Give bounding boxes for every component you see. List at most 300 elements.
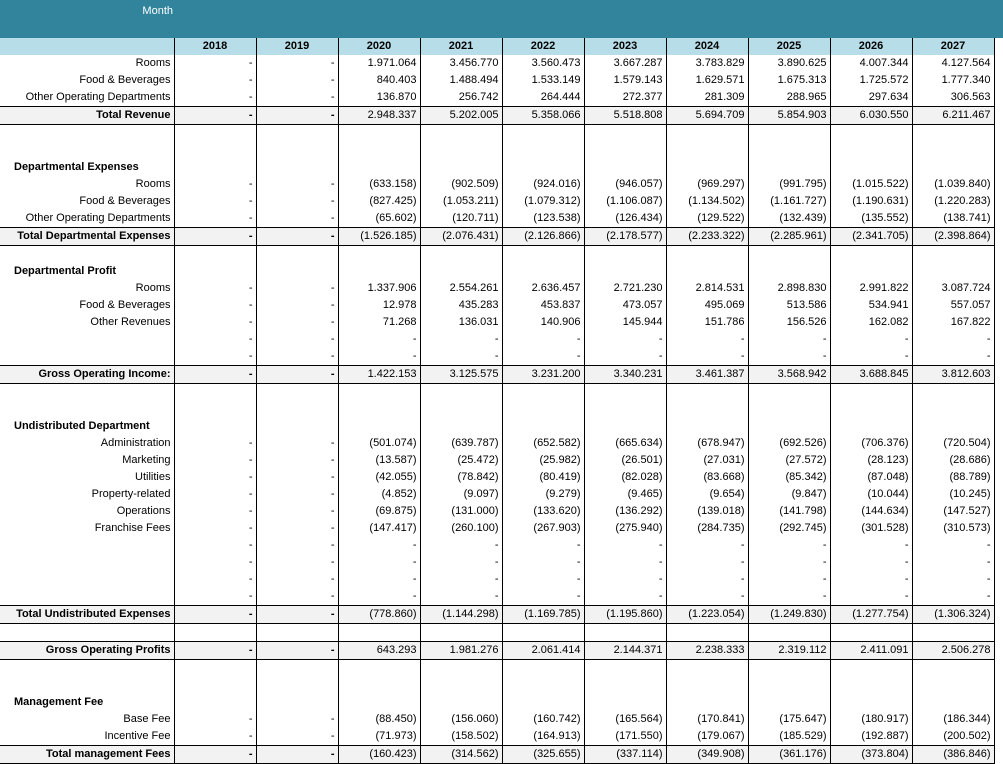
value-cell[interactable]: (991.795) xyxy=(748,176,830,193)
value-cell[interactable]: (65.602) xyxy=(338,210,420,228)
row-label-cell[interactable]: Other Operating Departments xyxy=(0,210,174,228)
value-cell[interactable]: - xyxy=(830,588,912,606)
value-cell[interactable] xyxy=(666,660,748,678)
value-cell[interactable] xyxy=(174,660,256,678)
value-cell[interactable] xyxy=(666,401,748,418)
value-cell[interactable]: (301.528) xyxy=(830,520,912,537)
value-cell[interactable]: 4.007.344 xyxy=(830,55,912,72)
year-header-cell[interactable]: 2023 xyxy=(584,38,666,55)
value-cell[interactable]: 4.127.564 xyxy=(912,55,994,72)
value-cell[interactable] xyxy=(502,401,584,418)
value-cell[interactable]: - xyxy=(174,554,256,571)
value-cell[interactable] xyxy=(502,418,584,435)
value-cell[interactable]: (80.419) xyxy=(502,469,584,486)
value-cell[interactable]: 643.293 xyxy=(338,642,420,660)
value-cell[interactable]: (192.887) xyxy=(830,728,912,746)
value-cell[interactable]: (1.306.324) xyxy=(912,606,994,624)
value-cell[interactable] xyxy=(338,660,420,678)
value-cell[interactable]: - xyxy=(666,588,748,606)
value-cell[interactable]: 167.822 xyxy=(912,314,994,331)
value-cell[interactable]: - xyxy=(174,537,256,554)
value-cell[interactable]: (275.940) xyxy=(584,520,666,537)
value-cell[interactable]: - xyxy=(256,107,338,125)
value-cell[interactable] xyxy=(666,384,748,402)
value-cell[interactable]: (373.804) xyxy=(830,746,912,764)
value-cell[interactable]: (85.342) xyxy=(748,469,830,486)
value-cell[interactable]: - xyxy=(666,348,748,366)
value-cell[interactable]: (1.039.840) xyxy=(912,176,994,193)
row-label-cell[interactable]: Rooms xyxy=(0,55,174,72)
value-cell[interactable]: 2.411.091 xyxy=(830,642,912,660)
value-cell[interactable]: 3.812.603 xyxy=(912,366,994,384)
value-cell[interactable]: 3.125.575 xyxy=(420,366,502,384)
value-cell[interactable]: - xyxy=(420,537,502,554)
value-cell[interactable] xyxy=(912,660,994,678)
year-header-cell[interactable]: 2026 xyxy=(830,38,912,55)
value-cell[interactable]: 534.941 xyxy=(830,297,912,314)
value-cell[interactable] xyxy=(502,142,584,159)
value-cell[interactable]: (310.573) xyxy=(912,520,994,537)
value-cell[interactable] xyxy=(338,694,420,711)
value-cell[interactable] xyxy=(912,401,994,418)
value-cell[interactable]: 3.783.829 xyxy=(666,55,748,72)
value-cell[interactable]: - xyxy=(174,280,256,297)
value-cell[interactable]: (1.195.860) xyxy=(584,606,666,624)
value-cell[interactable]: - xyxy=(338,537,420,554)
value-cell[interactable]: - xyxy=(748,537,830,554)
value-cell[interactable]: (171.550) xyxy=(584,728,666,746)
value-cell[interactable]: 6.030.550 xyxy=(830,107,912,125)
value-cell[interactable] xyxy=(256,142,338,159)
value-cell[interactable] xyxy=(420,418,502,435)
value-cell[interactable] xyxy=(338,624,420,642)
value-cell[interactable]: - xyxy=(256,711,338,728)
value-cell[interactable]: (144.634) xyxy=(830,503,912,520)
value-cell[interactable]: 2.991.822 xyxy=(830,280,912,297)
value-cell[interactable]: (1.079.312) xyxy=(502,193,584,210)
value-cell[interactable]: - xyxy=(256,314,338,331)
value-cell[interactable]: - xyxy=(584,537,666,554)
row-label-cell[interactable] xyxy=(0,331,174,348)
value-cell[interactable]: (292.745) xyxy=(748,520,830,537)
value-cell[interactable]: (126.434) xyxy=(584,210,666,228)
value-cell[interactable] xyxy=(502,624,584,642)
row-label-cell[interactable]: Marketing xyxy=(0,452,174,469)
value-cell[interactable] xyxy=(174,142,256,159)
value-cell[interactable] xyxy=(748,159,830,176)
value-cell[interactable]: (200.502) xyxy=(912,728,994,746)
row-label-cell[interactable]: Rooms xyxy=(0,176,174,193)
value-cell[interactable] xyxy=(420,263,502,280)
value-cell[interactable]: - xyxy=(256,280,338,297)
value-cell[interactable]: (267.903) xyxy=(502,520,584,537)
value-cell[interactable]: 2.144.371 xyxy=(584,642,666,660)
value-cell[interactable] xyxy=(666,246,748,264)
value-cell[interactable] xyxy=(584,694,666,711)
row-label-cell[interactable]: Utilities xyxy=(0,469,174,486)
value-cell[interactable]: (27.572) xyxy=(748,452,830,469)
value-cell[interactable]: (349.908) xyxy=(666,746,748,764)
value-cell[interactable]: (2.398.864) xyxy=(912,228,994,246)
value-cell[interactable] xyxy=(338,263,420,280)
value-cell[interactable] xyxy=(338,159,420,176)
value-cell[interactable]: 1.488.494 xyxy=(420,72,502,89)
value-cell[interactable]: (9.654) xyxy=(666,486,748,503)
value-cell[interactable] xyxy=(338,384,420,402)
value-cell[interactable]: (133.620) xyxy=(502,503,584,520)
value-cell[interactable] xyxy=(912,677,994,694)
value-cell[interactable] xyxy=(912,142,994,159)
value-cell[interactable]: (28.686) xyxy=(912,452,994,469)
value-cell[interactable]: (186.344) xyxy=(912,711,994,728)
value-cell[interactable] xyxy=(420,677,502,694)
row-label-cell[interactable]: Operations xyxy=(0,503,174,520)
value-cell[interactable]: (25.472) xyxy=(420,452,502,469)
value-cell[interactable]: - xyxy=(912,588,994,606)
value-cell[interactable]: - xyxy=(256,331,338,348)
value-cell[interactable]: - xyxy=(502,588,584,606)
value-cell[interactable]: 2.506.278 xyxy=(912,642,994,660)
value-cell[interactable] xyxy=(584,660,666,678)
value-cell[interactable] xyxy=(256,263,338,280)
value-cell[interactable] xyxy=(584,263,666,280)
value-cell[interactable] xyxy=(748,142,830,159)
value-cell[interactable]: 264.444 xyxy=(502,89,584,107)
value-cell[interactable]: - xyxy=(256,228,338,246)
value-cell[interactable]: 513.586 xyxy=(748,297,830,314)
value-cell[interactable]: (946.057) xyxy=(584,176,666,193)
value-cell[interactable]: 453.837 xyxy=(502,297,584,314)
value-cell[interactable]: - xyxy=(420,331,502,348)
value-cell[interactable] xyxy=(256,159,338,176)
value-cell[interactable]: - xyxy=(174,55,256,72)
value-cell[interactable] xyxy=(174,246,256,264)
value-cell[interactable] xyxy=(256,624,338,642)
year-header-cell[interactable]: 2018 xyxy=(174,38,256,55)
value-cell[interactable] xyxy=(338,677,420,694)
value-cell[interactable]: - xyxy=(256,435,338,452)
row-label-cell[interactable]: Total Undistributed Expenses xyxy=(0,606,174,624)
value-cell[interactable]: - xyxy=(174,228,256,246)
value-cell[interactable]: - xyxy=(338,331,420,348)
value-cell[interactable]: - xyxy=(174,314,256,331)
value-cell[interactable]: (652.582) xyxy=(502,435,584,452)
value-cell[interactable]: 2.636.457 xyxy=(502,280,584,297)
row-label-cell[interactable] xyxy=(0,125,174,143)
value-cell[interactable] xyxy=(502,246,584,264)
value-cell[interactable]: - xyxy=(174,297,256,314)
row-label-cell[interactable]: Total management Fees xyxy=(0,746,174,764)
value-cell[interactable] xyxy=(420,401,502,418)
value-cell[interactable]: 3.231.200 xyxy=(502,366,584,384)
value-cell[interactable]: - xyxy=(502,331,584,348)
value-cell[interactable]: (692.526) xyxy=(748,435,830,452)
value-cell[interactable]: (158.502) xyxy=(420,728,502,746)
value-cell[interactable]: - xyxy=(256,571,338,588)
value-cell[interactable]: (135.552) xyxy=(830,210,912,228)
value-cell[interactable]: - xyxy=(256,89,338,107)
value-cell[interactable]: - xyxy=(502,537,584,554)
value-cell[interactable]: (78.842) xyxy=(420,469,502,486)
value-cell[interactable]: 2.554.261 xyxy=(420,280,502,297)
value-cell[interactable]: - xyxy=(584,331,666,348)
value-cell[interactable]: 557.057 xyxy=(912,297,994,314)
value-cell[interactable]: (131.000) xyxy=(420,503,502,520)
value-cell[interactable]: 1.337.906 xyxy=(338,280,420,297)
value-cell[interactable]: (71.973) xyxy=(338,728,420,746)
value-cell[interactable]: - xyxy=(256,606,338,624)
value-cell[interactable] xyxy=(502,263,584,280)
value-cell[interactable]: (147.527) xyxy=(912,503,994,520)
value-cell[interactable] xyxy=(830,694,912,711)
value-cell[interactable] xyxy=(420,694,502,711)
value-cell[interactable]: 5.694.709 xyxy=(666,107,748,125)
value-cell[interactable] xyxy=(338,125,420,143)
value-cell[interactable]: (1.134.502) xyxy=(666,193,748,210)
value-cell[interactable]: 473.057 xyxy=(584,297,666,314)
value-cell[interactable] xyxy=(420,142,502,159)
value-cell[interactable]: (147.417) xyxy=(338,520,420,537)
value-cell[interactable] xyxy=(420,384,502,402)
value-cell[interactable]: - xyxy=(830,571,912,588)
value-cell[interactable]: 5.518.808 xyxy=(584,107,666,125)
value-cell[interactable]: (83.668) xyxy=(666,469,748,486)
value-cell[interactable]: (27.031) xyxy=(666,452,748,469)
value-cell[interactable] xyxy=(584,142,666,159)
value-cell[interactable]: 3.568.942 xyxy=(748,366,830,384)
value-cell[interactable]: 2.061.414 xyxy=(502,642,584,660)
value-cell[interactable]: - xyxy=(256,588,338,606)
value-cell[interactable]: - xyxy=(174,366,256,384)
value-cell[interactable] xyxy=(748,624,830,642)
value-cell[interactable]: - xyxy=(666,537,748,554)
value-cell[interactable]: - xyxy=(256,642,338,660)
value-cell[interactable]: (720.504) xyxy=(912,435,994,452)
value-cell[interactable] xyxy=(830,263,912,280)
value-cell[interactable]: - xyxy=(256,537,338,554)
value-cell[interactable] xyxy=(830,384,912,402)
row-label-cell[interactable] xyxy=(0,571,174,588)
value-cell[interactable]: (1.223.054) xyxy=(666,606,748,624)
year-header-cell[interactable]: 2021 xyxy=(420,38,502,55)
value-cell[interactable]: - xyxy=(174,503,256,520)
value-cell[interactable] xyxy=(748,401,830,418)
row-label-cell[interactable] xyxy=(0,660,174,678)
value-cell[interactable]: (260.100) xyxy=(420,520,502,537)
row-label-cell[interactable]: Food & Beverages xyxy=(0,297,174,314)
value-cell[interactable]: (1.161.727) xyxy=(748,193,830,210)
value-cell[interactable]: (164.913) xyxy=(502,728,584,746)
value-cell[interactable] xyxy=(584,401,666,418)
value-cell[interactable]: 2.814.531 xyxy=(666,280,748,297)
value-cell[interactable] xyxy=(748,246,830,264)
value-cell[interactable]: 1.422.153 xyxy=(338,366,420,384)
value-cell[interactable]: (69.875) xyxy=(338,503,420,520)
value-cell[interactable]: (88.789) xyxy=(912,469,994,486)
value-cell[interactable]: - xyxy=(174,606,256,624)
value-cell[interactable]: 297.634 xyxy=(830,89,912,107)
value-cell[interactable]: - xyxy=(256,452,338,469)
value-cell[interactable]: - xyxy=(912,554,994,571)
value-cell[interactable] xyxy=(502,694,584,711)
value-cell[interactable]: - xyxy=(256,72,338,89)
value-cell[interactable]: 156.526 xyxy=(748,314,830,331)
value-cell[interactable]: 256.742 xyxy=(420,89,502,107)
value-cell[interactable]: - xyxy=(830,331,912,348)
value-cell[interactable] xyxy=(748,125,830,143)
value-cell[interactable]: (132.439) xyxy=(748,210,830,228)
value-cell[interactable]: (10.044) xyxy=(830,486,912,503)
value-cell[interactable]: 1.675.313 xyxy=(748,72,830,89)
value-cell[interactable]: 5.358.066 xyxy=(502,107,584,125)
value-cell[interactable] xyxy=(748,263,830,280)
value-cell[interactable] xyxy=(912,263,994,280)
value-cell[interactable]: - xyxy=(666,331,748,348)
value-cell[interactable]: 2.898.830 xyxy=(748,280,830,297)
value-cell[interactable]: 12.978 xyxy=(338,297,420,314)
value-cell[interactable]: (1.169.785) xyxy=(502,606,584,624)
value-cell[interactable]: - xyxy=(584,588,666,606)
value-cell[interactable] xyxy=(256,677,338,694)
row-label-cell[interactable] xyxy=(0,401,174,418)
value-cell[interactable] xyxy=(584,246,666,264)
row-label-cell[interactable]: Food & Beverages xyxy=(0,72,174,89)
value-cell[interactable] xyxy=(420,159,502,176)
value-cell[interactable]: (9.097) xyxy=(420,486,502,503)
value-cell[interactable]: (1.190.631) xyxy=(830,193,912,210)
value-cell[interactable]: 71.268 xyxy=(338,314,420,331)
value-cell[interactable]: (969.297) xyxy=(666,176,748,193)
value-cell[interactable]: 2.721.230 xyxy=(584,280,666,297)
value-cell[interactable] xyxy=(830,624,912,642)
value-cell[interactable]: - xyxy=(338,348,420,366)
value-cell[interactable]: - xyxy=(338,571,420,588)
value-cell[interactable] xyxy=(748,418,830,435)
value-cell[interactable]: 1.725.572 xyxy=(830,72,912,89)
value-cell[interactable] xyxy=(912,125,994,143)
value-cell[interactable] xyxy=(174,159,256,176)
value-cell[interactable]: (1.249.830) xyxy=(748,606,830,624)
value-cell[interactable]: - xyxy=(256,554,338,571)
value-cell[interactable] xyxy=(912,624,994,642)
value-cell[interactable]: 288.965 xyxy=(748,89,830,107)
value-cell[interactable] xyxy=(830,660,912,678)
value-cell[interactable] xyxy=(666,694,748,711)
value-cell[interactable]: (156.060) xyxy=(420,711,502,728)
value-cell[interactable]: (9.279) xyxy=(502,486,584,503)
value-cell[interactable]: - xyxy=(174,588,256,606)
value-cell[interactable] xyxy=(584,159,666,176)
row-label-cell[interactable]: Departmental Expenses xyxy=(0,159,174,176)
value-cell[interactable]: 3.461.387 xyxy=(666,366,748,384)
value-cell[interactable]: - xyxy=(584,554,666,571)
value-cell[interactable]: (827.425) xyxy=(338,193,420,210)
value-cell[interactable]: - xyxy=(256,348,338,366)
value-cell[interactable]: - xyxy=(748,348,830,366)
value-cell[interactable] xyxy=(502,125,584,143)
value-cell[interactable]: - xyxy=(502,348,584,366)
value-cell[interactable] xyxy=(502,384,584,402)
value-cell[interactable]: 151.786 xyxy=(666,314,748,331)
value-cell[interactable]: (325.655) xyxy=(502,746,584,764)
value-cell[interactable] xyxy=(256,246,338,264)
value-cell[interactable] xyxy=(338,418,420,435)
value-cell[interactable]: 272.377 xyxy=(584,89,666,107)
value-cell[interactable]: - xyxy=(666,554,748,571)
value-cell[interactable]: (165.564) xyxy=(584,711,666,728)
value-cell[interactable]: - xyxy=(420,571,502,588)
value-cell[interactable]: 1.579.143 xyxy=(584,72,666,89)
value-cell[interactable]: (2.178.577) xyxy=(584,228,666,246)
value-cell[interactable] xyxy=(912,384,994,402)
value-cell[interactable]: - xyxy=(256,55,338,72)
value-cell[interactable]: 1.533.149 xyxy=(502,72,584,89)
value-cell[interactable] xyxy=(584,384,666,402)
value-cell[interactable]: (87.048) xyxy=(830,469,912,486)
value-cell[interactable]: - xyxy=(830,554,912,571)
value-cell[interactable]: - xyxy=(256,469,338,486)
value-cell[interactable]: (13.587) xyxy=(338,452,420,469)
value-cell[interactable]: 6.211.467 xyxy=(912,107,994,125)
value-cell[interactable]: 5.854.903 xyxy=(748,107,830,125)
value-cell[interactable]: - xyxy=(830,537,912,554)
value-cell[interactable]: (141.798) xyxy=(748,503,830,520)
value-cell[interactable]: - xyxy=(338,588,420,606)
value-cell[interactable]: (129.522) xyxy=(666,210,748,228)
value-cell[interactable]: - xyxy=(748,331,830,348)
value-cell[interactable]: - xyxy=(174,107,256,125)
value-cell[interactable] xyxy=(174,401,256,418)
value-cell[interactable]: (180.917) xyxy=(830,711,912,728)
value-cell[interactable]: 162.082 xyxy=(830,314,912,331)
value-cell[interactable] xyxy=(666,624,748,642)
value-cell[interactable]: - xyxy=(174,711,256,728)
value-cell[interactable]: (501.074) xyxy=(338,435,420,452)
value-cell[interactable] xyxy=(912,418,994,435)
value-cell[interactable]: - xyxy=(256,210,338,228)
value-cell[interactable] xyxy=(584,418,666,435)
value-cell[interactable]: 2.238.333 xyxy=(666,642,748,660)
value-cell[interactable]: (2.285.961) xyxy=(748,228,830,246)
value-cell[interactable]: (42.055) xyxy=(338,469,420,486)
year-header-cell[interactable]: 2027 xyxy=(912,38,994,55)
value-cell[interactable]: (924.016) xyxy=(502,176,584,193)
value-cell[interactable]: (2.233.322) xyxy=(666,228,748,246)
value-cell[interactable]: - xyxy=(420,348,502,366)
value-cell[interactable] xyxy=(174,677,256,694)
value-cell[interactable]: 136.870 xyxy=(338,89,420,107)
row-label-cell[interactable]: Management Fee xyxy=(0,694,174,711)
value-cell[interactable] xyxy=(912,159,994,176)
value-cell[interactable]: - xyxy=(174,331,256,348)
value-cell[interactable]: (337.114) xyxy=(584,746,666,764)
value-cell[interactable]: - xyxy=(174,348,256,366)
value-cell[interactable]: - xyxy=(912,571,994,588)
value-cell[interactable]: - xyxy=(256,176,338,193)
value-cell[interactable] xyxy=(338,246,420,264)
value-cell[interactable]: (386.846) xyxy=(912,746,994,764)
value-cell[interactable] xyxy=(256,401,338,418)
value-cell[interactable] xyxy=(748,694,830,711)
value-cell[interactable]: - xyxy=(174,486,256,503)
year-header-cell[interactable]: 2020 xyxy=(338,38,420,55)
value-cell[interactable]: - xyxy=(830,348,912,366)
row-label-cell[interactable] xyxy=(0,384,174,402)
value-cell[interactable]: 2.948.337 xyxy=(338,107,420,125)
value-cell[interactable]: (160.423) xyxy=(338,746,420,764)
value-cell[interactable]: 2.319.112 xyxy=(748,642,830,660)
year-header-label-cell[interactable] xyxy=(0,38,174,55)
